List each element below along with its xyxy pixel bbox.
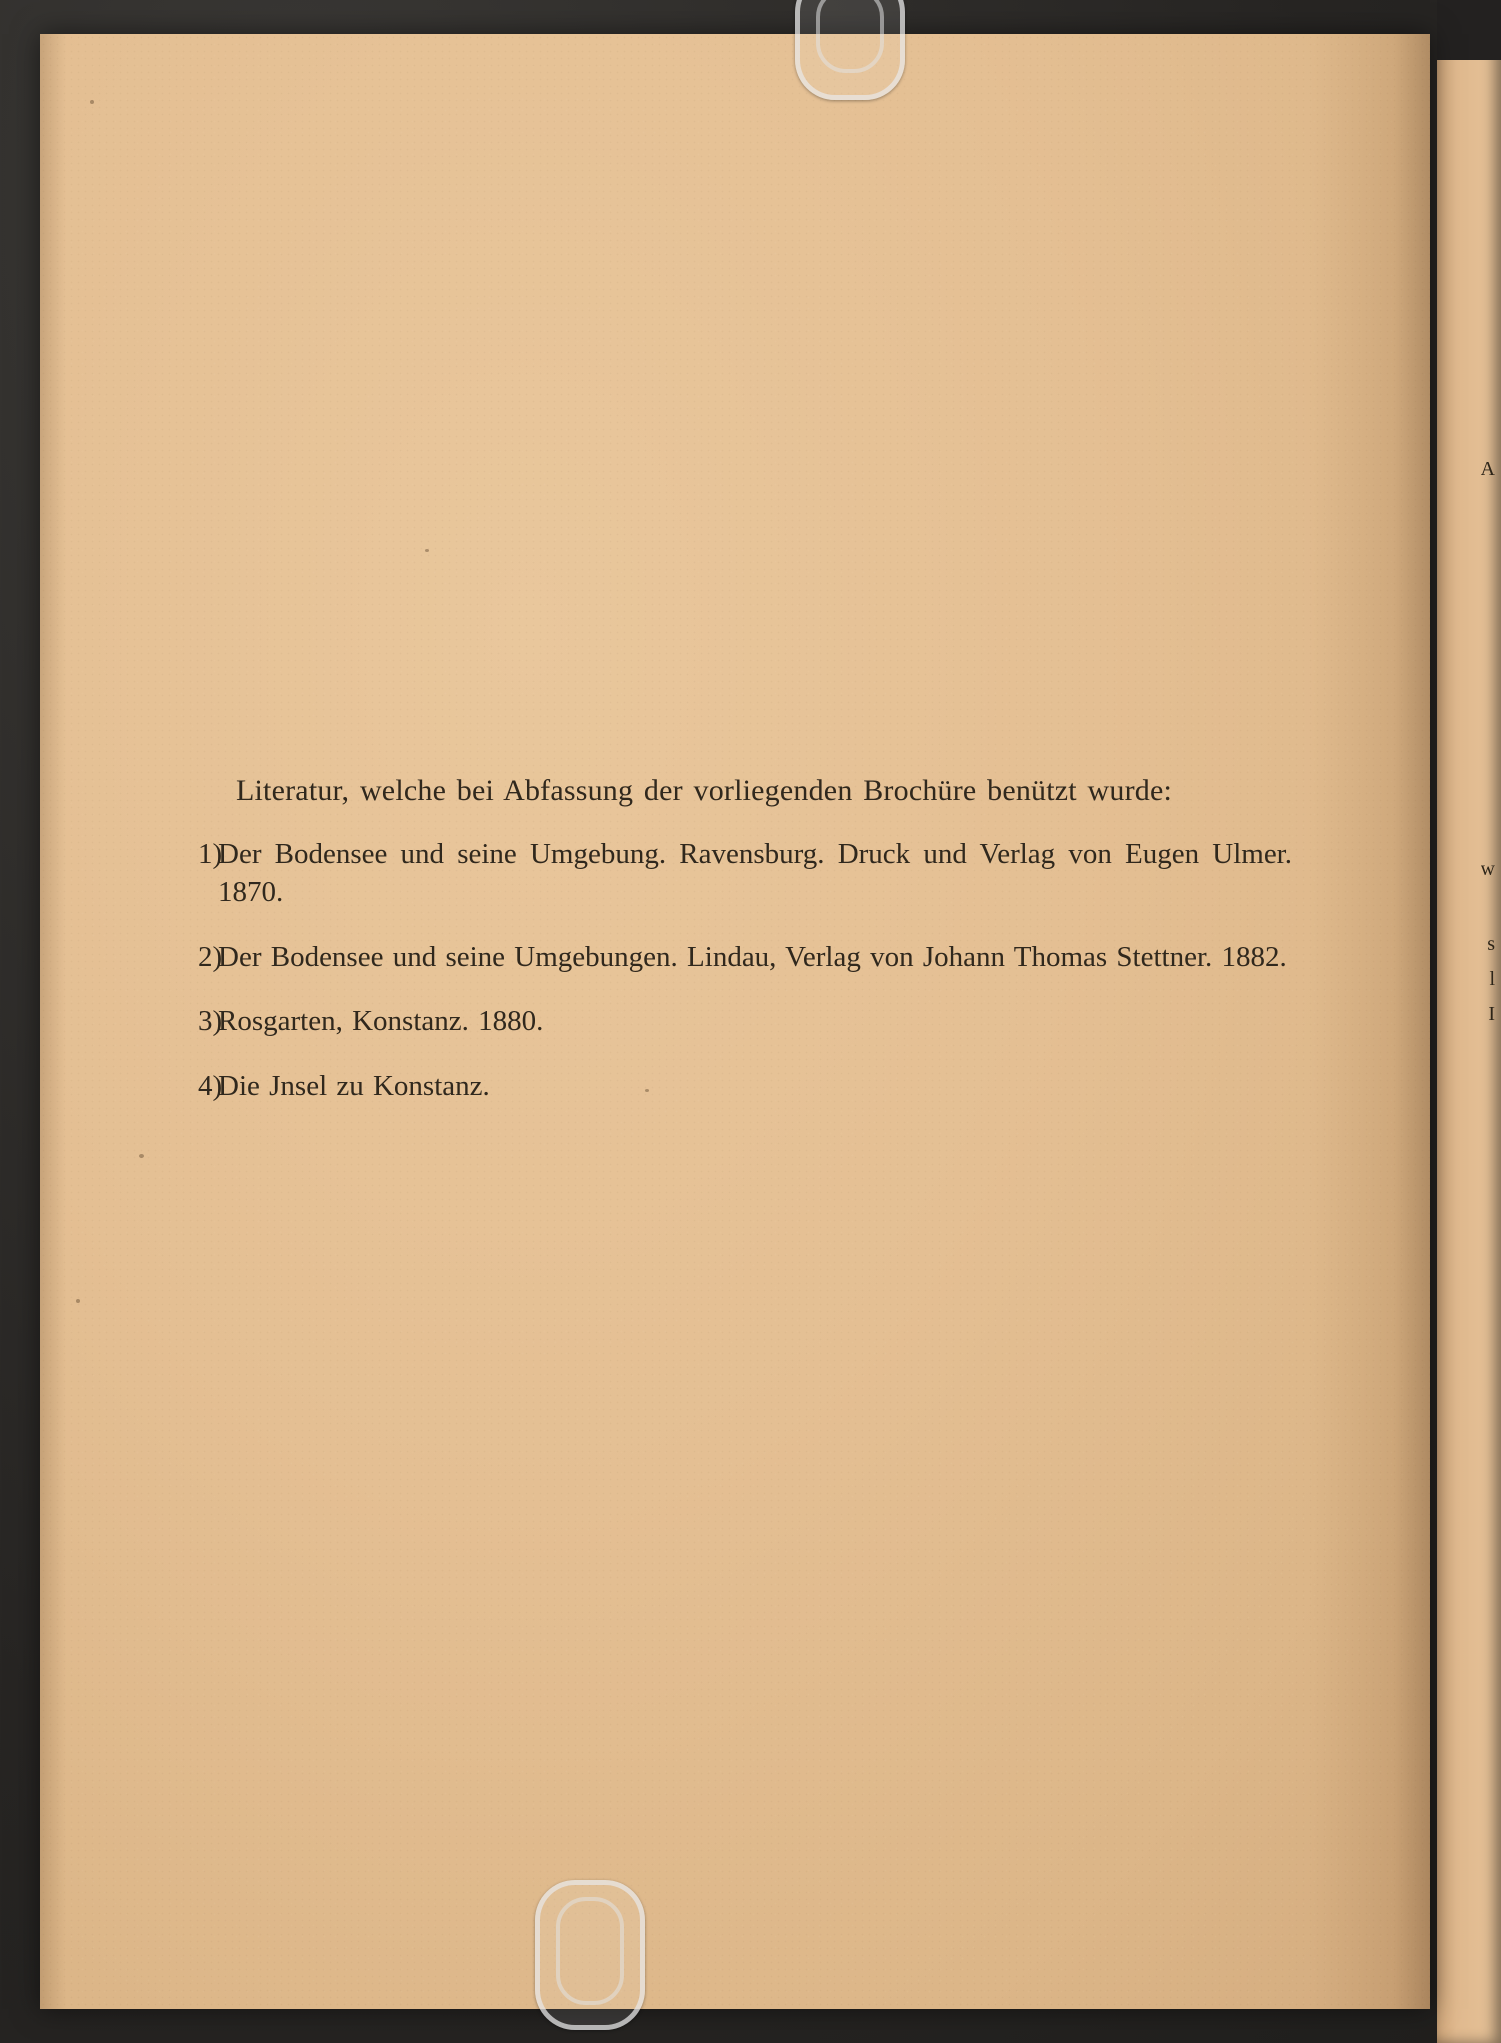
reference-text: Der Bodensee und seine Umgebung. Ravensburg. Druck und Verlag von Eugen Ulmer. 1870. <box>218 838 1292 909</box>
adjacent-page-line-3: s <box>1487 933 1495 955</box>
page-outer-edge-shading <box>40 34 66 2009</box>
reference-text: Der Bodensee und seine Umgebungen. Lindau, Verlag von Johann Thomas Stettner. 1882. <box>218 940 1287 973</box>
document-page <box>40 34 1430 2009</box>
reference-text: Rosgarten, Konstanz. 1880. <box>218 1005 544 1038</box>
list-item <box>162 1068 1292 1106</box>
list-item <box>162 1003 1292 1041</box>
paper-speck <box>139 1154 144 1158</box>
list-item <box>162 939 1292 977</box>
reference-marker: 4) <box>198 1070 223 1103</box>
reference-marker: 1) <box>198 838 223 871</box>
paper-clip-top <box>795 0 905 100</box>
adjacent-page-line-1: A <box>1480 458 1495 480</box>
reference-marker: 3) <box>198 1005 223 1038</box>
page-inner-edge-shading <box>1310 34 1430 2009</box>
list-item <box>162 836 1292 911</box>
reference-marker: 2) <box>198 940 223 973</box>
paper-speck <box>425 549 429 552</box>
paper-clip-bottom <box>535 1880 645 2030</box>
section-intro-text: Literatur, welche bei Abfassung der vorliegenden Brochüre benützt wurde: <box>236 774 1173 807</box>
adjacent-page-top-shadow <box>1437 0 1501 60</box>
literature-section <box>162 772 1292 1133</box>
adjacent-page-sliver <box>1437 0 1501 2043</box>
reference-text: Die Jnsel zu Konstanz. <box>218 1070 490 1103</box>
reference-list <box>162 836 1292 1105</box>
adjacent-page-line-5: I <box>1488 1003 1495 1025</box>
paper-speck <box>76 1299 80 1303</box>
paper-speck <box>90 100 94 104</box>
adjacent-page-line-2: w <box>1480 858 1495 880</box>
adjacent-page-line-4: l <box>1489 968 1495 990</box>
